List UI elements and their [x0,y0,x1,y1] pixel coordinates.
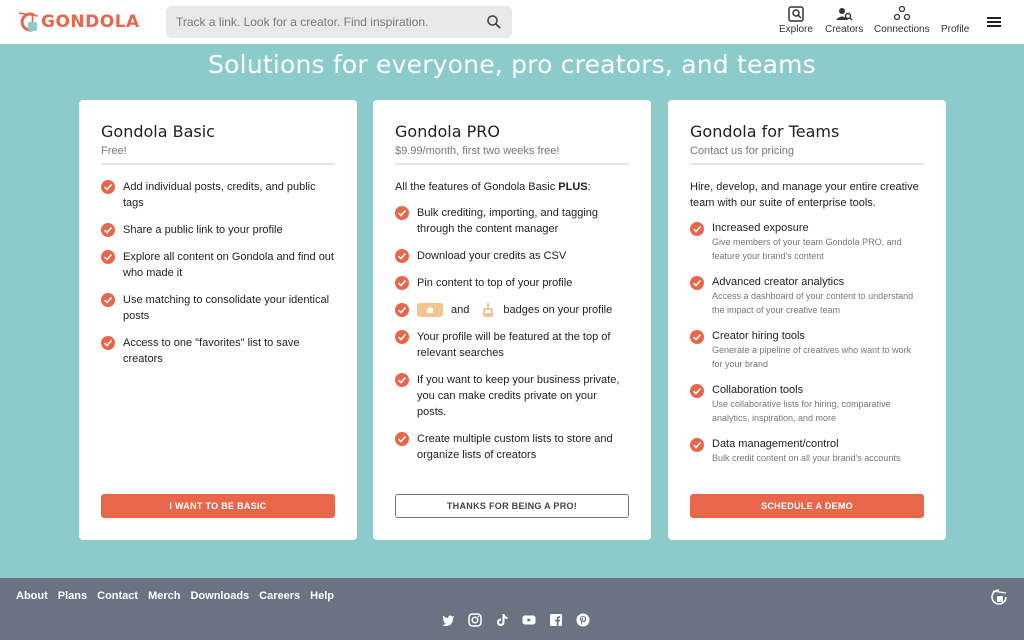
feature-item: Collaboration tools Use collaborative lists for hiring, comparative analytics, inspiration, and more [690,383,924,425]
check-icon [395,330,409,344]
feature-item: Advanced creator analytics Access a dashboard of your content to understand the impact of your creative team [690,275,924,317]
plan-subtitle: Contact us for pricing [690,145,924,165]
plan-intro: Hire, develop, and manage your entire creative team with our suite of enterprise tools. [690,181,919,209]
badge-row [417,302,612,318]
badge-and-text: and [451,304,470,316]
feature-item: Create multiple custom lists to store and organize lists of creators [395,431,629,463]
nav-profile[interactable] [941,5,969,35]
plan-card-pro [373,100,651,540]
feature-item [395,302,629,318]
check-icon [395,373,409,387]
check-icon [690,276,704,290]
nav-creators[interactable] [825,5,863,35]
nav-connections-label: Connections [874,24,930,35]
twitter-icon[interactable] [441,613,455,627]
plan-card-basic [79,100,357,540]
check-icon [101,180,115,194]
check-icon [395,432,409,446]
check-icon [690,222,704,236]
check-icon [690,438,704,452]
tiktok-icon[interactable] [495,613,509,627]
logo-text: GONDOLA [41,12,140,32]
plan-subtitle: Free! [101,145,335,165]
instagram-icon[interactable] [468,613,482,627]
feature-item: Download your credits as CSV [395,248,629,264]
feature-item: Your profile will be featured at the top of relevant searches [395,329,629,361]
search-icon[interactable] [486,14,502,30]
search-bar[interactable] [166,6,512,38]
nav-connections[interactable] [874,5,930,35]
profile-icon [946,5,964,23]
plan-card-teams [668,100,946,540]
basic-plan-button[interactable]: I WANT TO BE BASIC [101,494,335,518]
pinterest-icon[interactable] [576,613,590,627]
feature-item: Share a public link to your profile [101,222,335,238]
plan-title: Gondola for Teams [690,122,840,141]
search-input[interactable] [176,15,486,29]
feature-item: Bulk crediting, importing, and tagging through the content manager [395,205,629,237]
badge-desc-text: badges on your profile [503,304,613,316]
feature-item: Data management/control Bulk credit content on all your brand's accounts [690,437,924,465]
feature-item: Creator hiring tools Generate a pipeline of creatives who want to work for your brand [690,329,924,371]
gondola-logo[interactable] [16,9,140,35]
footer-link-plans[interactable]: Plans [57,590,88,602]
gondola-badge-icon [481,302,495,318]
footer-link-help[interactable]: Help [310,590,334,602]
nav-creators-label: Creators [825,24,864,35]
check-icon [101,223,115,237]
footer-link-downloads[interactable]: Downloads [190,590,250,602]
chat-help-icon[interactable] [990,588,1008,606]
footer-link-about[interactable]: About [16,590,48,602]
nav-explore[interactable] [779,5,813,35]
check-icon [101,293,115,307]
footer [0,578,1024,640]
footer-link-merch[interactable]: Merch [148,590,181,602]
check-icon [690,330,704,344]
plan-intro: All the features of Gondola Basic PLUS: [395,181,591,193]
check-icon [101,336,115,350]
feature-item: Pin content to top of your profile [395,275,629,291]
feature-item: Add individual posts, credits, and public tags [101,179,335,211]
feature-item: If you want to keep your business private, you can make credits private on your posts. [395,372,629,420]
social-links [441,613,603,627]
plan-subtitle: $9.99/month, first two weeks free! [395,145,629,165]
check-icon [101,250,115,264]
plan-title: Gondola Basic [101,122,215,141]
check-icon [395,276,409,290]
feature-item: Increased exposure Give members of your team Gondola PRO, and feature your brand's content [690,221,924,263]
youtube-icon[interactable] [522,613,536,627]
check-icon [690,384,704,398]
top-header [0,0,1024,44]
plan-title: Gondola PRO [395,122,500,141]
page-headline: Solutions for everyone, pro creators, and teams [208,50,816,79]
footer-link-careers[interactable]: Careers [259,590,301,602]
gondola-logo-icon [16,10,40,34]
nav-profile-label: Profile [941,24,970,35]
pro-badge-icon [417,303,443,317]
pro-plan-button[interactable]: THANKS FOR BEING A PRO! [395,494,629,518]
check-icon [395,303,409,317]
footer-link-contact[interactable]: Contact [97,590,139,602]
creators-icon [835,5,853,23]
schedule-demo-button[interactable]: SCHEDULE A DEMO [690,494,924,518]
feature-item: Access to one "favorites" list to save creators [101,335,335,367]
explore-icon [787,5,805,23]
check-icon [395,206,409,220]
nav-explore-label: Explore [779,24,813,35]
feature-item: Use matching to consolidate your identical posts [101,292,335,324]
hamburger-menu-icon[interactable] [986,14,1002,30]
check-icon [395,249,409,263]
connections-icon [893,5,911,23]
footer-links [16,590,344,602]
facebook-icon[interactable] [549,613,563,627]
feature-item: Explore all content on Gondola and find out who made it [101,249,335,281]
